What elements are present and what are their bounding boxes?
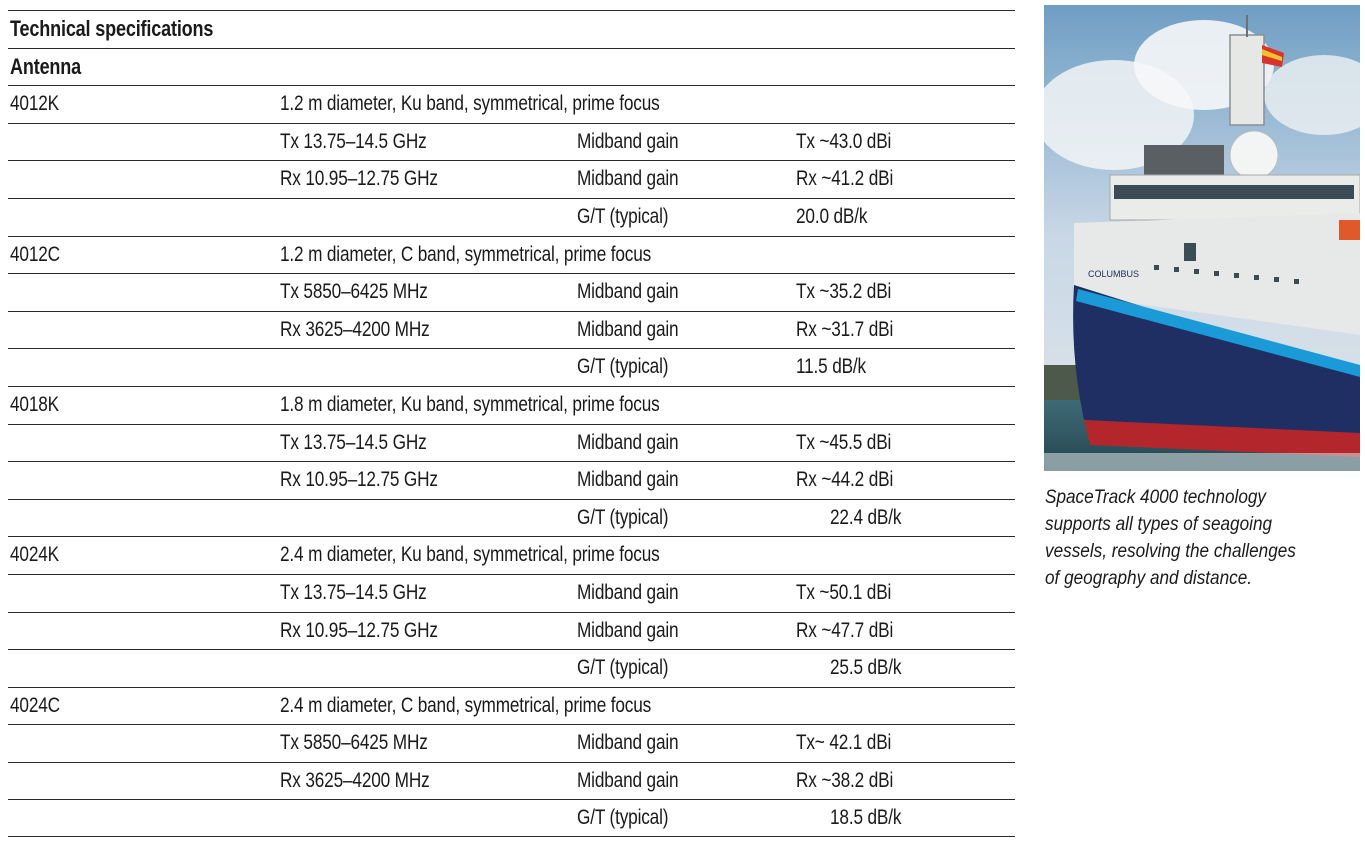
spec-row (8, 762, 1015, 800)
parameter-name: G/T (typical) (577, 355, 669, 379)
frequency-band: Rx 10.95–12.75 GHz (280, 618, 438, 642)
frequency-band: Rx 10.95–12.75 GHz (280, 167, 438, 191)
parameter-name: Midband gain (577, 468, 679, 492)
model-row (8, 536, 1015, 574)
parameter-name: Midband gain (577, 280, 679, 304)
parameter-value: 25.5 dB/k (830, 656, 902, 680)
parameter-name: Midband gain (577, 317, 679, 341)
frequency-band: Tx 13.75–14.5 GHz (280, 430, 427, 454)
spec-row (8, 499, 1015, 537)
ship-photo (1044, 5, 1360, 471)
wake (1044, 453, 1360, 471)
model-description: 1.2 m diameter, Ku band, symmetrical, prime focus (280, 92, 660, 116)
caption-line: of geography and distance. (1045, 567, 1253, 589)
parameter-name: Midband gain (577, 430, 679, 454)
parameter-value: Tx ~45.5 dBi (796, 430, 892, 454)
parameter-name: G/T (typical) (577, 204, 669, 228)
parameter-value: 11.5 dB/k (796, 355, 867, 379)
parameter-value: Tx ~35.2 dBi (796, 280, 892, 304)
equipment-deck (1144, 145, 1224, 175)
bridge-windows (1114, 185, 1354, 199)
caption-line: SpaceTrack 4000 technology (1045, 486, 1267, 508)
parameter-name: G/T (typical) (577, 505, 669, 529)
frequency-band: Rx 3625–4200 MHz (280, 317, 430, 341)
spec-row (8, 160, 1015, 198)
spec-row (8, 348, 1015, 386)
model-description: 2.4 m diameter, Ku band, symmetrical, prime focus (280, 543, 660, 567)
frequency-band: Rx 10.95–12.75 GHz (280, 468, 438, 492)
model-description: 2.4 m diameter, C band, symmetrical, prime focus (280, 693, 652, 717)
parameter-name: Midband gain (577, 129, 679, 153)
spec-row (8, 612, 1015, 650)
model-name: 4018K (10, 392, 59, 416)
model-name: 4012C (10, 242, 60, 266)
model-row (8, 687, 1015, 725)
parameter-value: Tx~ 42.1 dBi (796, 731, 892, 755)
parameter-name: Midband gain (577, 768, 679, 792)
parameter-name: Midband gain (577, 618, 679, 642)
specifications-table (8, 10, 1015, 837)
frequency-band: Tx 13.75–14.5 GHz (280, 129, 427, 153)
mast (1230, 35, 1264, 125)
spec-row (8, 311, 1015, 349)
parameter-value: Rx ~38.2 dBi (796, 768, 894, 792)
parameter-name: G/T (typical) (577, 656, 669, 680)
model-row (8, 85, 1015, 123)
parameter-value: 20.0 dB/k (796, 204, 868, 228)
spec-row (8, 198, 1015, 236)
parameter-name: G/T (typical) (577, 806, 669, 830)
parameter-value: Rx ~44.2 dBi (796, 468, 894, 492)
photo-caption (1045, 484, 1361, 592)
model-name: 4024C (10, 693, 60, 717)
model-name: 4024K (10, 543, 59, 567)
parameter-value: Tx ~50.1 dBi (796, 580, 892, 604)
model-row (8, 236, 1015, 274)
parameter-value: Tx ~43.0 dBi (796, 129, 892, 153)
parameter-value: Rx ~47.7 dBi (796, 618, 894, 642)
caption-line: vessels, resolving the challenges (1045, 540, 1296, 562)
spec-row (8, 273, 1015, 311)
spec-row (8, 123, 1015, 161)
table-title-row (8, 10, 1015, 48)
lifeboat (1339, 220, 1360, 240)
parameter-name: Midband gain (577, 731, 679, 755)
model-name: 4012K (10, 92, 59, 116)
frequency-band: Tx 13.75–14.5 GHz (280, 580, 427, 604)
research-vessel-image (1044, 5, 1360, 471)
spec-row (8, 574, 1015, 612)
frequency-band: Tx 5850–6425 MHz (280, 731, 428, 755)
radome (1230, 131, 1278, 179)
frequency-band: Rx 3625–4200 MHz (280, 768, 430, 792)
model-row (8, 386, 1015, 424)
section-heading: Antenna (10, 53, 82, 79)
spec-row (8, 724, 1015, 762)
section-row (8, 48, 1015, 86)
model-description: 1.8 m diameter, Ku band, symmetrical, prime focus (280, 392, 660, 416)
spec-row (8, 649, 1015, 687)
hull-name: COLUMBUS (1088, 269, 1140, 279)
parameter-value: Rx ~31.7 dBi (796, 317, 894, 341)
spec-row (8, 799, 1015, 837)
parameter-name: Midband gain (577, 580, 679, 604)
parameter-value: 22.4 dB/k (830, 505, 902, 529)
frequency-band: Tx 5850–6425 MHz (280, 280, 428, 304)
spec-row (8, 424, 1015, 462)
parameter-value: 18.5 dB/k (830, 806, 902, 830)
spec-row (8, 461, 1015, 499)
model-description: 1.2 m diameter, C band, symmetrical, prime focus (280, 242, 652, 266)
caption-line: supports all types of seagoing (1045, 513, 1273, 535)
parameter-name: Midband gain (577, 167, 679, 191)
parameter-value: Rx ~41.2 dBi (796, 167, 894, 191)
table-title: Technical specifications (10, 16, 214, 41)
